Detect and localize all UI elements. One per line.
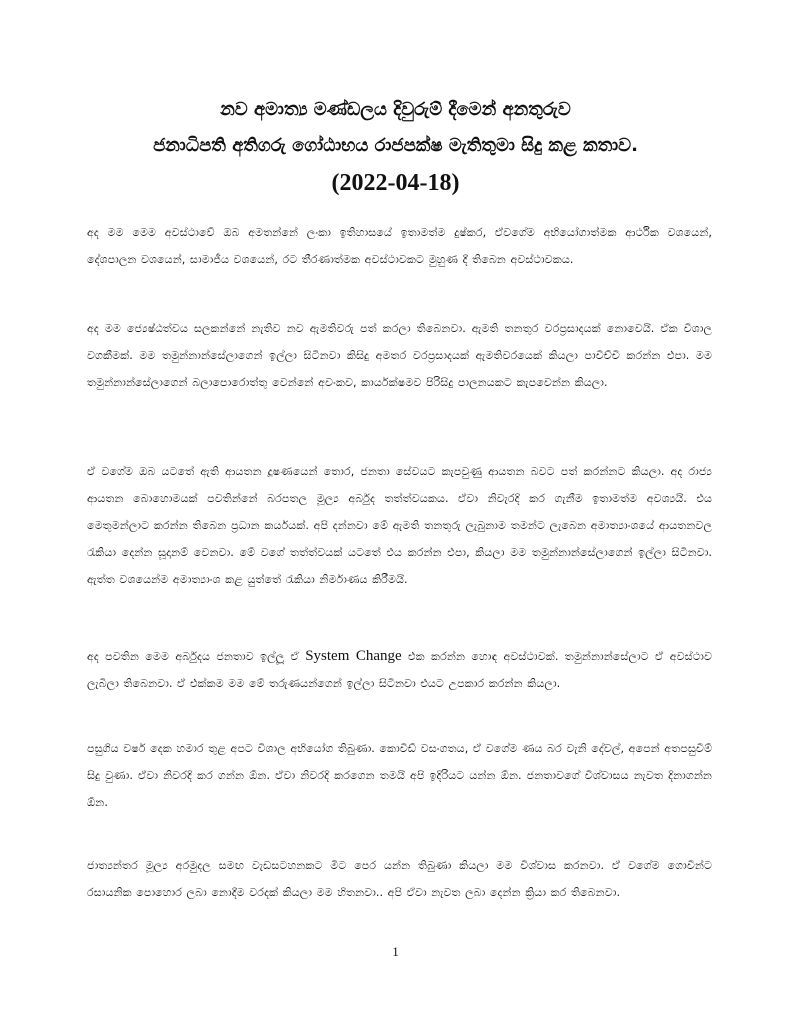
title-line-2: ජනාධිපති අතිගරු ගෝඨාභය රාජපක්ෂ මැතිතුමා සිදු කළ කතාව. xyxy=(153,135,638,156)
paragraph-1: අද මම මෙම අවස්ථාවේ ඔබ අමතන්නේ ලංකා ඉතිහාසයේ ඉතාමත්ම දුෂ්කර, ඒවගේම අභියෝගාත්මක ආර්ථික වශයෙන්, දේශපාලන වශයෙන්, සාමාජීය වශයෙන්, රට තීරණාත්මක අවස්ථාවකට මුහුණ දී තිබෙන අවස්ථාවකය. xyxy=(87,226,712,266)
paragraph-4 xyxy=(87,643,712,697)
paragraph-3: ඒ වගේම ඔබ යටතේ ඇති ආයතන දූෂණයෙන් තොර, ජනතා සේවයට කැපවුණු ආයතන බවට පත් කරන්නට කියලා. අද රාජ්‍ය ආයතන බොහොමයක් පවතින්නේ බරපතල මූල්‍ය අර්බුද තත්ත්වයකය. ඒවා නිවැරදි කර ගැනීම ඉතාමත්ම අවශ්‍යයි. එය මෙතුමන්ලාට කරන්න තිබෙන ප්‍රධාන කර්යයක්. අපි දන්නවා මේ ඇමති තනතුරු ලැබුනාම තමන්ට ලැබෙන අමාත්‍යාංශයේ ආයතනවල රැකියා දෙන්න සූදානම් වෙනවා. මේ වගේ තත්ත්වයක් යටතේ එය කරන්න එපා, කියලා මම තමුන්නාන්සේලාගෙන් ඉල්ලා සිටිනවා. ඇත්ත වශයෙන්ම අමාත්‍යාංශ කළ යුත්තේ රැකියා නිර්මාණය කිරීමයි. xyxy=(87,465,712,586)
paragraph-4-text-after: එක කරන්න හොඳ අවස්ථාවක්. තමුන්නාන්සේලාට ඒ අවස්ථාව ලැබිලා තිබෙනවා. ඒ එක්කම මම මේ තරුණයන්ගෙන් ඉල්ලා සිටිනවා එයට උපකාර කරන්න කියලා. xyxy=(87,650,712,690)
system-change-term: System Change xyxy=(305,648,402,664)
title-line-1: නව අමාත්‍ය මණ්ඩලය දිවුරුම් දීමෙන් අනතුරුව xyxy=(220,99,571,120)
paragraph-5: පසුගිය වර්ෂ දෙක හමාර තුළ අපට විශාල අභියෝග තිබුණා. කොවිඩ් වසංගතය, ඒ වගේම ණය බර වැනි දේවල්, අපෙන් අතපසුවීම් සිදු වුණා. ඒවා නිවරදි කර ගන්න ඕන. ඒවා නිවරදි කරගෙන තමයි අපි ඉදිරියට යන්න ඕන. ජනතාවගේ විශ්වාසය නැවත දිනාගන්න ඕන. xyxy=(87,742,712,809)
title-date: (2022-04-18) xyxy=(331,170,460,196)
paragraph-2: අද මම ජ්‍යෙෂ්ඨත්වය සලකන්නේ නැතිව නව ඇමතිවරු පත් කරලා තිබෙනවා. ඇමති තනතුර වරප්‍රසාදයක් නොවෙයි. ඒක විශාල වගකීමක්. මම තමුන්නාන්සේලාගෙන් ඉල්ලා සිටිනවා කිසිදු අමතර වරප්‍රසාදයක් ඇමතිවරයෙක් කියලා පාවිච්චි කරන්න එපා. මම තමුන්නාන්සේලාගෙන් බලාපොරොත්තු වෙන්නේ අවංකව, කාර්යක්ෂමව පිරිසිදු පාලනයකට කැපවෙන්න කියලා. xyxy=(87,322,712,389)
document-title xyxy=(0,92,791,200)
paragraph-6: ජාත්‍යන්තර මූල්‍ය අරමුදල සමඟ වැඩසටහනකට මීට පෙර යන්න තිබුණා කියලා මම විශ්වාස කරනවා. ඒ වගේම ගොවීන්ට රසායනික පොහොර ලබා නොදීම වරදක් කියලා මම හිතනවා.. අපි ඒවා නැවත ලබා දෙන්න ක්‍රියා කර තිබෙනවා. xyxy=(87,859,712,899)
page-number: 1 xyxy=(392,944,399,959)
paragraph-4-text-before: අද පවතින මෙම අර්බුදය ජනතාව ඉල්ලූ ඒ xyxy=(87,650,306,663)
